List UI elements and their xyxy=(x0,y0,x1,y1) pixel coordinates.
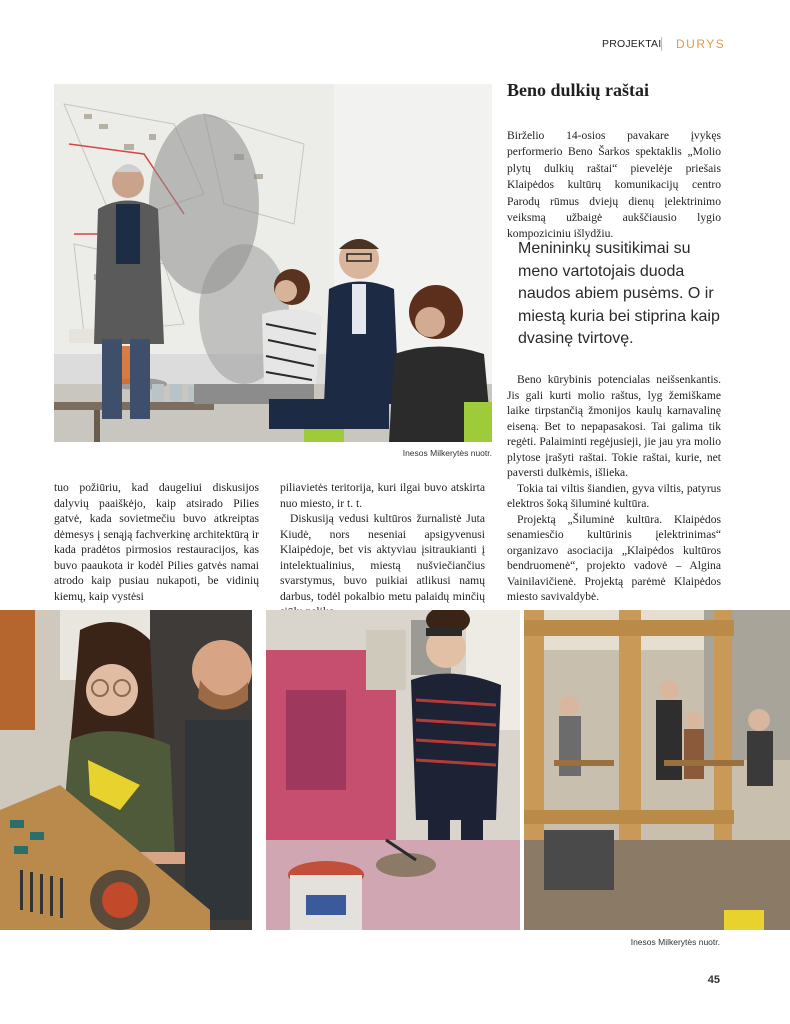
pull-quote: Menininkų susitikimai su meno vartotojais duoda naudos abiem pusėms. O ir miestą kuria bei stiprina kaip dvasinę tvirtovę. xyxy=(518,240,720,347)
article-intro: Birželio 14-osios pavakare įvykęs performerio Beno Šarkos spektaklis „Molio plytų dulkių raštai“ pievelėje priešais Klaipėdos kultūrų komunikacijų centro Parodų rūmus dviejų dienų įelektrinimo veiksmą užbaigė aukščiausio lygio kompoziciniu išlydžiu. xyxy=(507,129,721,241)
body-paragraph: Tokia tai viltis šiandien, gyva viltis, patyrus elektros šoką šiluminė kultūra. xyxy=(507,481,721,510)
woodwork-studio-photo xyxy=(524,610,790,930)
body-paragraph: Diskusiją vedusi kultūros žurnalistė Juta Kiudė, nors neseniai apsigyvenusi Klaipėdoje, bet vis aktyviau įsitraukianti į intelektualinius, miestą nušviečiančius svarstymus, buvo puikiai atlikusi namų darbus, todėl pokalbio metu palaidų minčių xyxy=(280,512,485,603)
article-column-2 xyxy=(280,480,485,620)
article-body-right xyxy=(507,372,721,605)
header-divider xyxy=(661,37,662,51)
panel-discussion-photo xyxy=(54,84,492,442)
top-photo-credit: Inesos Milkerytės nuotr. xyxy=(402,448,492,458)
body-paragraph: tuo požiūriu, kad daugeliui diskusijos dalyvių paaiškėjo, kaip atsirado Pilies gatvė, kada sovietmečiu buvo atkreiptas dėmesys į senąją fachverkinę architektūrą ir kada pradėtos pirmosios restauracijos, kas buvo paaukota ir kodėl Pilies gatvės namai atrodo kaip pusiau nukapoti, be vidinių kiemų, kaip vystėsi xyxy=(54,481,259,603)
body-paragraph: piliavietės teritorija, kuri ilgai buvo atskirta nuo miesto, ir t. t. xyxy=(280,481,485,510)
page-number: 45 xyxy=(707,974,720,986)
section-label: PROJEKTAI xyxy=(602,38,662,50)
article-column-1 xyxy=(54,480,259,604)
painting-studio-photo xyxy=(266,610,520,930)
bottom-photo-credit: Inesos Milkerytės nuotr. xyxy=(630,937,720,947)
jewelry-workshop-photo xyxy=(0,610,252,930)
article-title: Beno dulkių raštai xyxy=(507,80,650,100)
body-paragraph: Beno kūrybinis potencialas neišsenkantis. Jis gali kurti molio raštus, lyg žemiškame laike tirpstančią žmonijos kaulų karnavalinę eiseną. Bet to nepapasakosi. Tai galima tik regėti. Palaiminti regėjusieji, jie jau yra molio plytose įrašyti raštai. Tokie raštai, kurie, net paversti dulkėmis, išlieka. xyxy=(507,373,721,479)
body-paragraph: Projektą „Šiluminė kultūra. Klaipėdos senamiesčio kultūrinis įelektrinimas“ organizavo asociacija „Klaipėdos kultūros bendruomenė“, projekto vadovė – Algina Vainilavičienė. Projektą parėmė Klaipėdos miesto savivaldybė. xyxy=(507,512,721,603)
magazine-logo: DURYS xyxy=(676,37,726,51)
